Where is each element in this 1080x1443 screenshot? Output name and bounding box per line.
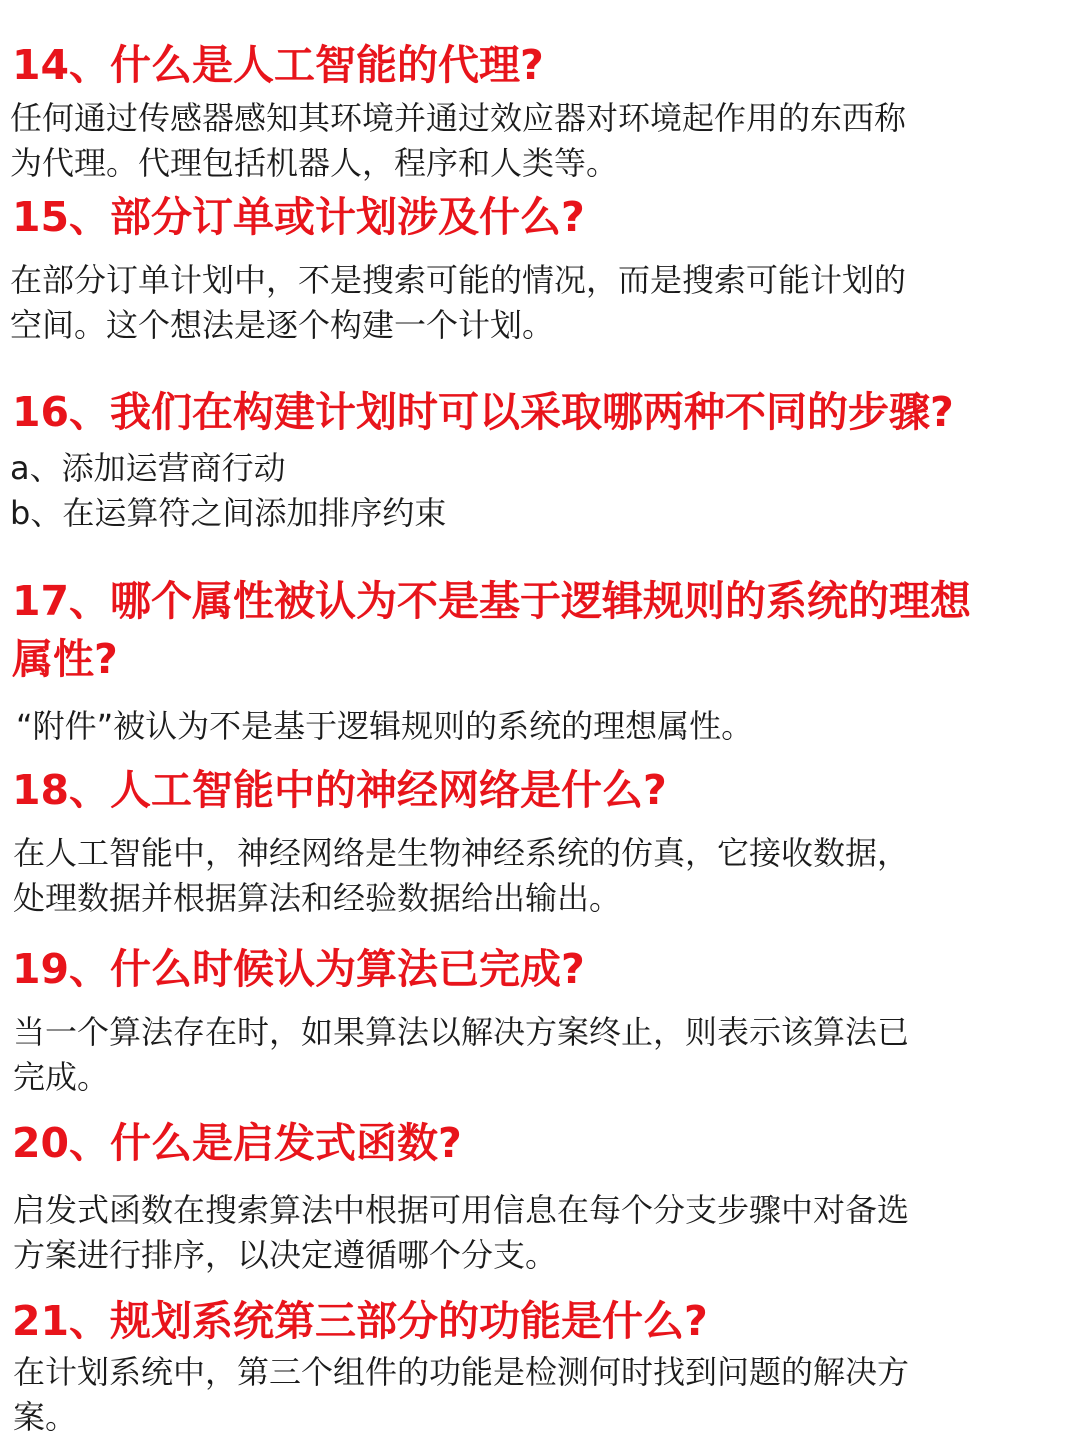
answer-line: 空间。这个想法是逐个构建一个计划。 (10, 306, 555, 344)
answer-line: 在部分订单计划中，不是搜索可能的情况，而是搜索可能计划的 (10, 261, 907, 299)
answer-line: 启发式函数在搜索算法中根据可用信息在每个分支步骤中对备选 (13, 1191, 910, 1229)
answer-line: 案。 (13, 1398, 78, 1436)
answer-15 (10, 258, 906, 348)
question-18: 18、人工智能中的神经网络是什么? (12, 766, 667, 814)
answer-line: 在计划系统中，第三个组件的功能是检测何时找到问题的解决方 (13, 1353, 910, 1391)
answer-18 (13, 831, 909, 921)
question-19: 19、什么时候认为算法已完成? (12, 945, 585, 993)
question-21: 21、规划系统第三部分的功能是什么? (12, 1297, 708, 1345)
question-16: 16、我们在构建计划时可以采取哪两种不同的步骤? (12, 388, 954, 436)
answer-16 (10, 446, 446, 536)
answer-line: 当一个算法存在时，如果算法以解决方案终止，则表示该算法已 (13, 1013, 910, 1051)
answer-19 (13, 1010, 909, 1100)
answer-21 (13, 1350, 909, 1440)
answer-line: 处理数据并根据算法和经验数据给出输出。 (13, 879, 622, 917)
answer-line: 方案进行排序，以决定遵循哪个分支。 (13, 1236, 558, 1274)
answer-20 (13, 1188, 909, 1278)
answer-line: a、添加运营商行动 (10, 449, 286, 487)
answer-line: 完成。 (13, 1058, 110, 1096)
answer-line: 在人工智能中，神经网络是生物神经系统的仿真，它接收数据， (13, 834, 910, 872)
answer-line: 为代理。代理包括机器人，程序和人类等。 (10, 144, 619, 182)
question-17 (12, 572, 971, 688)
answer-line: “附件”被认为不是基于逻辑规则的系统的理想属性。 (16, 707, 754, 745)
answer-17 (16, 704, 753, 749)
question-line: 17、哪个属性被认为不是基于逻辑规则的系统的理想 (12, 577, 972, 625)
question-20: 20、什么是启发式函数? (12, 1119, 462, 1167)
answer-line: b、在运算符之间添加排序约束 (10, 494, 447, 532)
question-14: 14、什么是人工智能的代理? (12, 41, 544, 89)
answer-line: 任何通过传感器感知其环境并通过效应器对环境起作用的东西称 (10, 99, 907, 137)
question-line: 属性? (12, 635, 118, 683)
answer-14 (10, 96, 906, 186)
question-15: 15、部分订单或计划涉及什么? (12, 193, 585, 241)
